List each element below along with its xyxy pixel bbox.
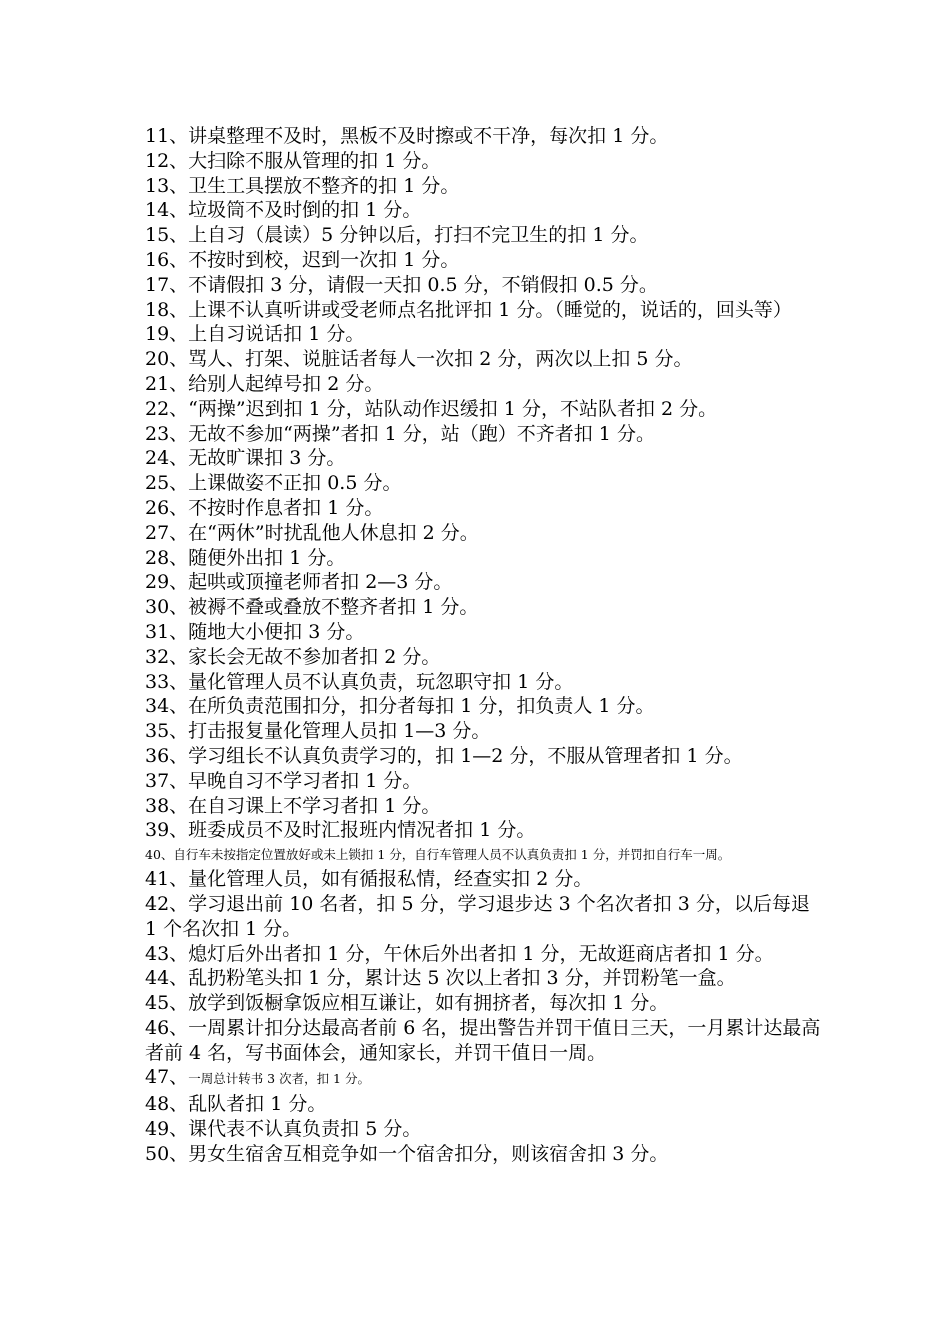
rule-21: 21、给别人起绰号扣 2 分。 <box>145 372 384 395</box>
rule-14: 14、垃圾筒不及时倒的扣 1 分。 <box>145 199 422 222</box>
rule-13: 13、卫生工具摆放不整齐的扣 1 分。 <box>145 174 460 197</box>
rule-44: 44、乱扔粉笔头扣 1 分，累计达 5 次以上者扣 3 分，并罚粉笔一盒。 <box>145 967 736 990</box>
rule-39: 39、班委成员不及时汇报班内情况者扣 1 分。 <box>145 819 536 842</box>
rule-29: 29、起哄或顶撞老师者扣 2—3 分。 <box>145 571 453 594</box>
rule-48: 48、乱队者扣 1 分。 <box>145 1093 327 1116</box>
rule-28: 28、随便外出扣 1 分。 <box>145 546 346 569</box>
rule-11: 11、讲桌整理不及时，黑板不及时擦或不干净，每次扣 1 分。 <box>145 125 669 147</box>
rule-37: 37、早晚自习不学习者扣 1 分。 <box>145 769 422 792</box>
rule-31: 31、随地大小便扣 3 分。 <box>145 620 365 643</box>
rule-45: 45、放学到饭橱拿饭应相互谦让，如有拥挤者，每次扣 1 分。 <box>145 992 669 1015</box>
rule-23: 23、无故不参加“两操”者扣 1 分，站（跑）不齐者扣 1 分。 <box>145 422 655 445</box>
rule-43: 43、熄灯后外出者扣 1 分，午休后外出者扣 1 分，无故逛商店者扣 1 分。 <box>145 942 774 965</box>
rule-41: 41、量化管理人员，如有循报私情，经查实扣 2 分。 <box>145 868 593 891</box>
rule-19: 19、上自习说话扣 1 分。 <box>145 323 365 346</box>
rule-40: 40、自行车未按指定位置放好或未上锁扣 1 分，自行车管理人员不认真负责扣 1 分，并罚扣自行车一周。 <box>145 847 731 863</box>
rule-25: 25、上课做姿不正扣 0.5 分。 <box>145 472 402 495</box>
rule-47-number: 47、 <box>145 1066 189 1089</box>
rule-17: 17、不请假扣 3 分，请假一天扣 0.5 分，不销假扣 0.5 分。 <box>145 273 658 296</box>
rule-50: 50、男女生宿舍互相竞争如一个宿舍扣分，则该宿舍扣 3 分。 <box>145 1142 669 1165</box>
rules-list <box>145 124 825 1167</box>
rule-26: 26、不按时作息者扣 1 分。 <box>145 496 384 519</box>
rule-35: 35、打击报复量化管理人员扣 1—3 分。 <box>145 720 491 743</box>
rule-16: 16、不按时到校，迟到一次扣 1 分。 <box>145 248 460 271</box>
rule-24: 24、无故旷课扣 3 分。 <box>145 447 346 470</box>
rule-47-text: 一周总计转书 3 次者，扣 1 分。 <box>188 1071 370 1087</box>
rule-47 <box>145 1065 825 1092</box>
rule-36: 36、学习组长不认真负责学习的，扣 1—2 分，不服从管理者扣 1 分。 <box>145 744 743 767</box>
rule-38: 38、在自习课上不学习者扣 1 分。 <box>145 794 441 817</box>
rule-12: 12、大扫除不服从管理的扣 1 分。 <box>145 149 441 172</box>
rule-42: 42、学习退出前 10 名者，扣 5 分，学习退步达 3 个名次者扣 3 分，以后每退 1 个名次扣 1 分。 <box>145 892 816 940</box>
rule-22: 22、“两操”迟到扣 1 分，站队动作迟缓扣 1 分，不站队者扣 2 分。 <box>145 397 718 420</box>
rule-20: 20、骂人、打架、说脏话者每人一次扣 2 分，两次以上扣 5 分。 <box>145 348 693 371</box>
rule-32: 32、家长会无故不参加者扣 2 分。 <box>145 645 441 668</box>
rule-34: 34、在所负责范围扣分，扣分者每扣 1 分，扣负责人 1 分。 <box>145 695 655 718</box>
rule-30: 30、被褥不叠或叠放不整齐者扣 1 分。 <box>145 596 479 619</box>
rule-33: 33、量化管理人员不认真负责，玩忽职守扣 1 分。 <box>145 670 574 693</box>
rule-49: 49、课代表不认真负责扣 5 分。 <box>145 1118 422 1141</box>
rule-15: 15、上自习（晨读）5 分钟以后，打扫不完卫生的扣 1 分。 <box>145 224 649 247</box>
rule-46: 46、一周累计扣分达最高者前 6 名，提出警告并罚干值日三天，一月累计达最高者前 4 名，写书面体会，通知家长，并罚干值日一周。 <box>145 1016 821 1064</box>
rule-18: 18、上课不认真听讲或受老师点名批评扣 1 分。（睡觉的，说话的，回头等） <box>145 298 792 321</box>
rule-27: 27、在“两休”时扰乱他人休息扣 2 分。 <box>145 521 479 544</box>
